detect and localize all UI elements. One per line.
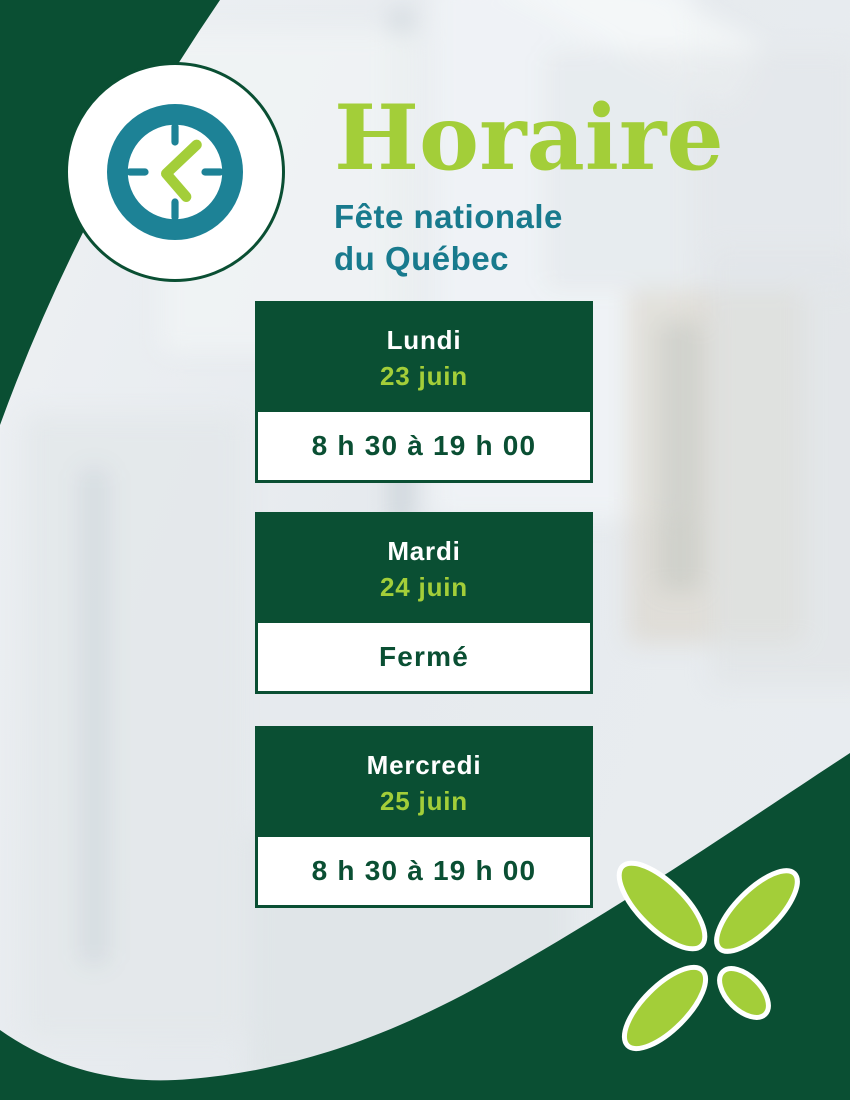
hours-label: 8 h 30 à 19 h 00 (311, 855, 537, 886)
header-block (334, 85, 724, 280)
date-label: 23 juin (380, 360, 468, 391)
card-body (255, 620, 593, 694)
clock-icon (87, 84, 263, 260)
clock-hands (166, 145, 196, 197)
card-body (255, 834, 593, 908)
schedule-card-wednesday (255, 726, 593, 908)
hours-label: Fermé (378, 641, 470, 672)
hours-label: 8 h 30 à 19 h 00 (311, 430, 537, 461)
date-label: 25 juin (380, 785, 468, 816)
schedule-card-tuesday (255, 512, 593, 694)
date-label: 24 juin (380, 571, 468, 602)
subtitle-line-2: du Québec (334, 240, 510, 277)
subtitle (334, 196, 724, 280)
card-header (255, 301, 593, 409)
card-header (255, 726, 593, 834)
subtitle-line-1: Fête nationale (334, 198, 563, 235)
card-body (255, 409, 593, 483)
day-label: Mardi (387, 535, 461, 566)
card-header (255, 512, 593, 620)
clock-badge (65, 62, 285, 282)
day-label: Lundi (386, 324, 462, 355)
page-title: Horaire (334, 85, 724, 191)
schedule-card-monday (255, 301, 593, 483)
day-label: Mercredi (366, 749, 482, 780)
